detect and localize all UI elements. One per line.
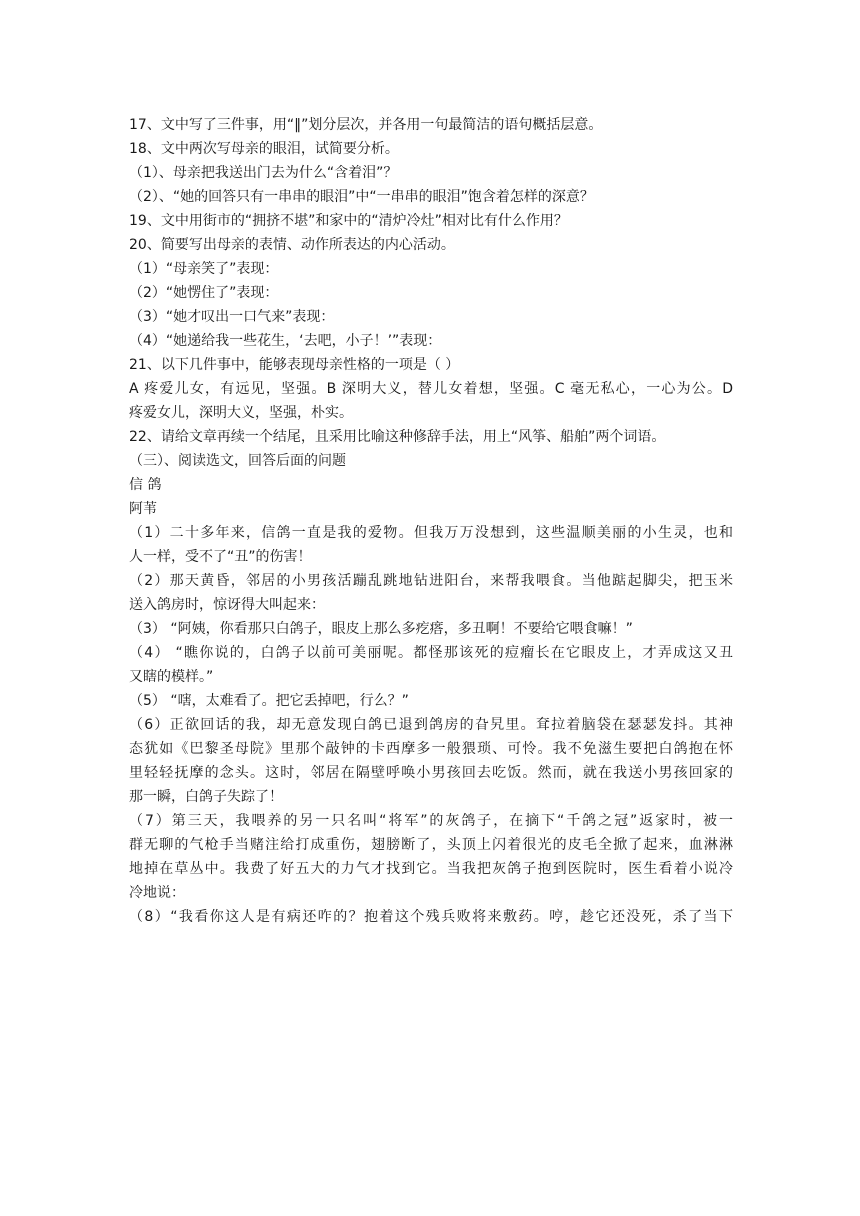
paragraph-8-line-1: （8）“我看你这人是有病还咋的？抱着这个残兵败将来敷药。哼，趁它还没死，杀了当下 xyxy=(129,909,733,925)
paragraph-1-line-1: （1）二十多年来，信鸽一直是我的爱物。但我万万没想到，这些温顺美丽的小生灵，也和 xyxy=(129,525,733,541)
article-author: 阿苇 xyxy=(129,501,157,517)
question-20-part-4: （4）“她递给我一些花生，‘去吧，小子！’”表现： xyxy=(129,333,442,349)
paragraph-6-line-4: 那一瞬，白鸽子失踪了！ xyxy=(129,789,283,805)
question-20-part-2: （2）“她愣住了”表现： xyxy=(129,285,279,301)
question-21-options-cont: 疼爱女儿，深明大义，坚强，朴实。 xyxy=(129,405,353,421)
paragraph-7-line-3: 地掉在草丛中。我费了好五大的力气才找到它。当我把灰鸽子抱到医院时，医生看着小说冷 xyxy=(129,861,733,877)
document-body xyxy=(129,113,733,929)
question-18: 18、文中两次写母亲的眼泪，试简要分析。 xyxy=(129,141,399,157)
article-title: 信 鸽 xyxy=(129,477,162,493)
paragraph-1-line-2: 人一样，受不了“丑”的伤害！ xyxy=(129,549,312,565)
question-21-options: A 疼爱儿女，有远见，坚强。B 深明大义，替儿女着想，坚强。C 毫无私心，一心为公。D xyxy=(129,381,733,397)
paragraph-3: （3） “阿姨，你看那只白鸽子，眼皮上那么多疙瘩，多丑啊！不要给它喂食嘛！” xyxy=(129,621,633,637)
question-17: 17、文中写了三件事，用“‖”划分层次，并各用一句最简洁的语句概括层意。 xyxy=(129,117,603,133)
paragraph-7-line-1: （7）第三天，我喂养的另一只名叫“将军”的灰鸽子，在摘下“千鸽之冠”返家时，被一 xyxy=(129,813,733,829)
question-20-part-3: （3）“她才叹出一口气来”表现： xyxy=(129,309,335,325)
question-21: 21、以下几件事中，能够表现母亲性格的一项是（ ） xyxy=(129,357,460,373)
paragraph-6-line-1: （6）正欲回话的我，却无意发现白鸽已退到鸽房的旮旯里。耷拉着脑袋在瑟瑟发抖。其神 xyxy=(129,717,733,733)
paragraph-2-line-1: （2）那天黄昏，邻居的小男孩活蹦乱跳地钻进阳台，来帮我喂食。当他踮起脚尖，把玉米 xyxy=(129,573,733,589)
paragraph-6-line-2: 态犹如《巴黎圣母院》里那个敲钟的卡西摩多一般猥琐、可怜。我不免滋生要把白鸽抱在怀 xyxy=(129,741,733,757)
paragraph-6-line-3: 里轻轻抚摩的念头。这时，邻居在隔壁呼唤小男孩回去吃饭。然而，就在我送小男孩回家的 xyxy=(129,765,733,781)
paragraph-4-line-1: （4） “瞧你说的，白鸽子以前可美丽呢。都怪那该死的痘瘤长在它眼皮上，才弄成这又丑 xyxy=(129,645,733,661)
question-22: 22、请给文章再续一个结尾，且采用比喻这种修辞手法，用上“风筝、船舶”两个词语。 xyxy=(129,429,666,445)
paragraph-7-line-2: 群无聊的气枪手当赌注给打成重伤，翅膀断了，头顶上闪着很光的皮毛全掀了起来，血淋淋 xyxy=(129,837,733,853)
question-20: 20、简要写出母亲的表情、动作所表达的内心活动。 xyxy=(129,237,455,253)
question-20-part-1: （1）“母亲笑了”表现： xyxy=(129,261,279,277)
paragraph-2-line-2: 送入鸽房时，惊讶得大叫起来： xyxy=(129,597,325,613)
paragraph-4-line-2: 又瞎的模样。” xyxy=(129,669,214,685)
section-heading: （三）、阅读选文，回答后面的问题 xyxy=(129,453,346,469)
paragraph-5: （5） “嗐，太难看了。把它丢掉吧，行么？” xyxy=(129,693,409,709)
paragraph-7-line-4: 冷地说： xyxy=(129,885,185,901)
question-19: 19、文中用街市的“拥挤不堪”和家中的“清炉冷灶”相对比有什么作用？ xyxy=(129,213,568,229)
question-18-part-2: （2）、“她的回答只有一串串的眼泪”中“一串串的眼泪”饱含着怎样的深意？ xyxy=(129,189,594,205)
question-18-part-1: （1）、母亲把我送出门去为什么“含着泪”？ xyxy=(129,165,398,181)
